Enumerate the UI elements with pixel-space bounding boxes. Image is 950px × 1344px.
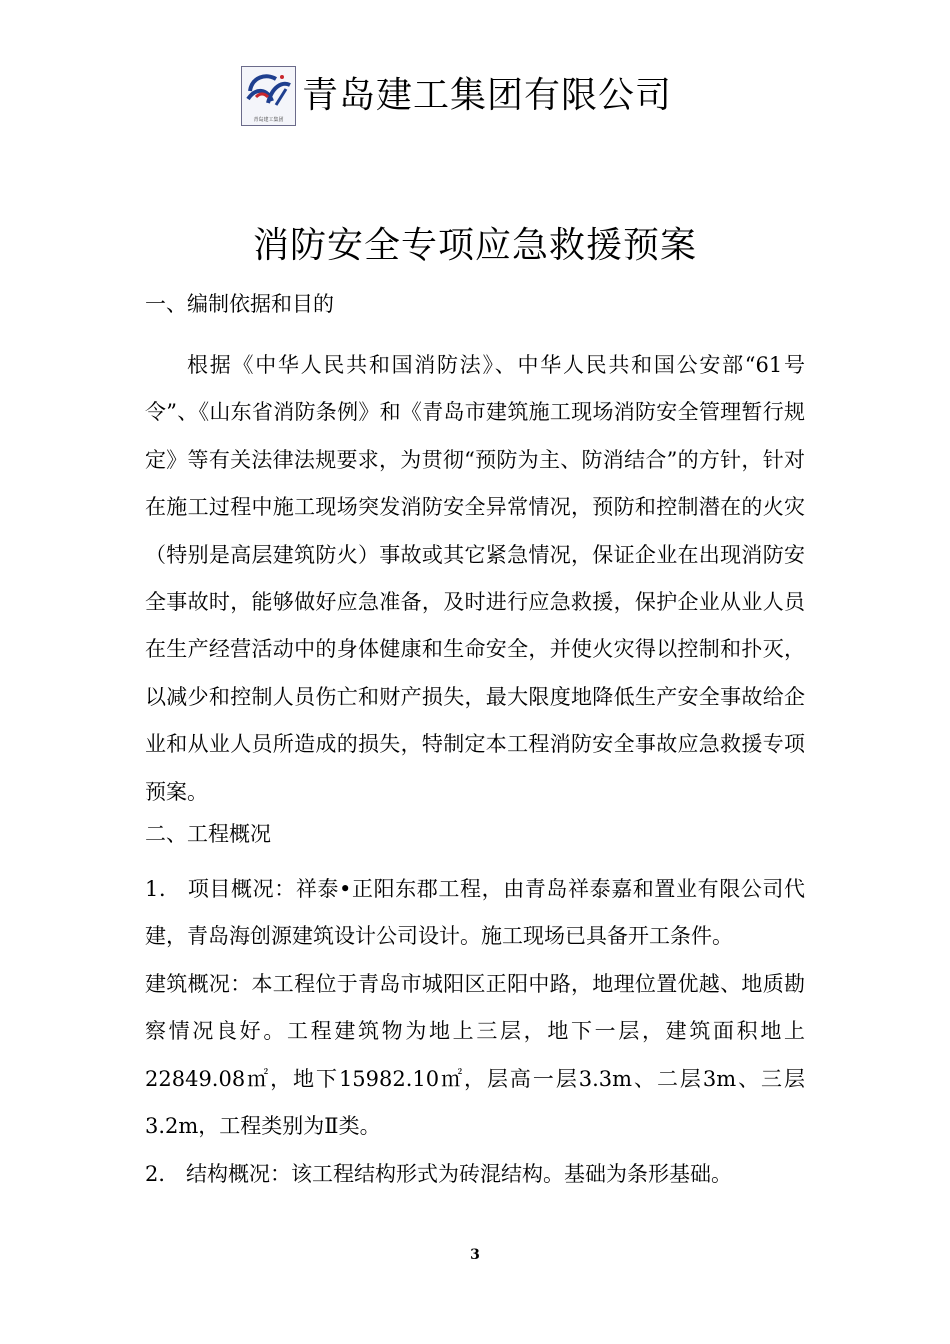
qingdao-construction-logo-icon bbox=[242, 67, 295, 113]
logo-caption: 青岛建工集团 bbox=[253, 117, 284, 123]
section-heading-1: 一、编制依据和目的 bbox=[145, 292, 334, 316]
document-body bbox=[145, 290, 805, 1198]
document-title: 消防安全专项应急救援预案 bbox=[252, 225, 697, 266]
company-logo bbox=[241, 66, 296, 126]
company-name: 青岛建工集团有限公司 bbox=[302, 75, 673, 116]
section-heading-2: 二、工程概况 bbox=[145, 822, 271, 847]
letterhead bbox=[241, 66, 672, 126]
project-overview: 1． 项目概况：祥泰•正阳东郡工程，由青岛祥泰嘉和置业有限公司代建，青岛海创源建筑设计公司设计。施工现场已具备开工条件。 bbox=[145, 877, 805, 949]
section-1-paragraph: 根据《中华人民共和国消防法》、中华人民共和国公安部“61号令”、《山东省消防条例》和《青岛市建筑施工现场消防安全管理暂行规定》等有关法律法规要求，为贯彻“预防为主、防消结合”的方针，针对在施工过程中施工现场突发消防安全异常情况，预防和控制潜在的火灾（特别是高层建筑防火）事故或其它紧急情况，保证企业在出现消防安全事故时，能够做好应急准备，及时进行应急救援，保护企业从业人员在生产经营活动中的身体健康和生命安全，并使火灾得以控制和扑灭，以减少和控制人员伤亡和财产损失，最大限度地降低生产安全事故给企业和从业人员所造成的损失，特制定本工程消防安全事故应急救援专项预案。 bbox=[145, 353, 805, 804]
structure-overview: 2． 结构概况：该工程结构形式为砖混结构。基础为条形基础。 bbox=[145, 1161, 733, 1186]
page-number: 3 bbox=[470, 1247, 480, 1263]
building-overview: 建筑概况：本工程位于青岛市城阳区正阳中路，地理位置优越、地质勘察情况良好。工程建筑物为地上三层，地下一层，建筑面积地上22849.08㎡，地下15982.10㎡，层高一层3.3m、二层3m、三层3.2m，工程类别为Ⅱ类。 bbox=[145, 971, 805, 1139]
